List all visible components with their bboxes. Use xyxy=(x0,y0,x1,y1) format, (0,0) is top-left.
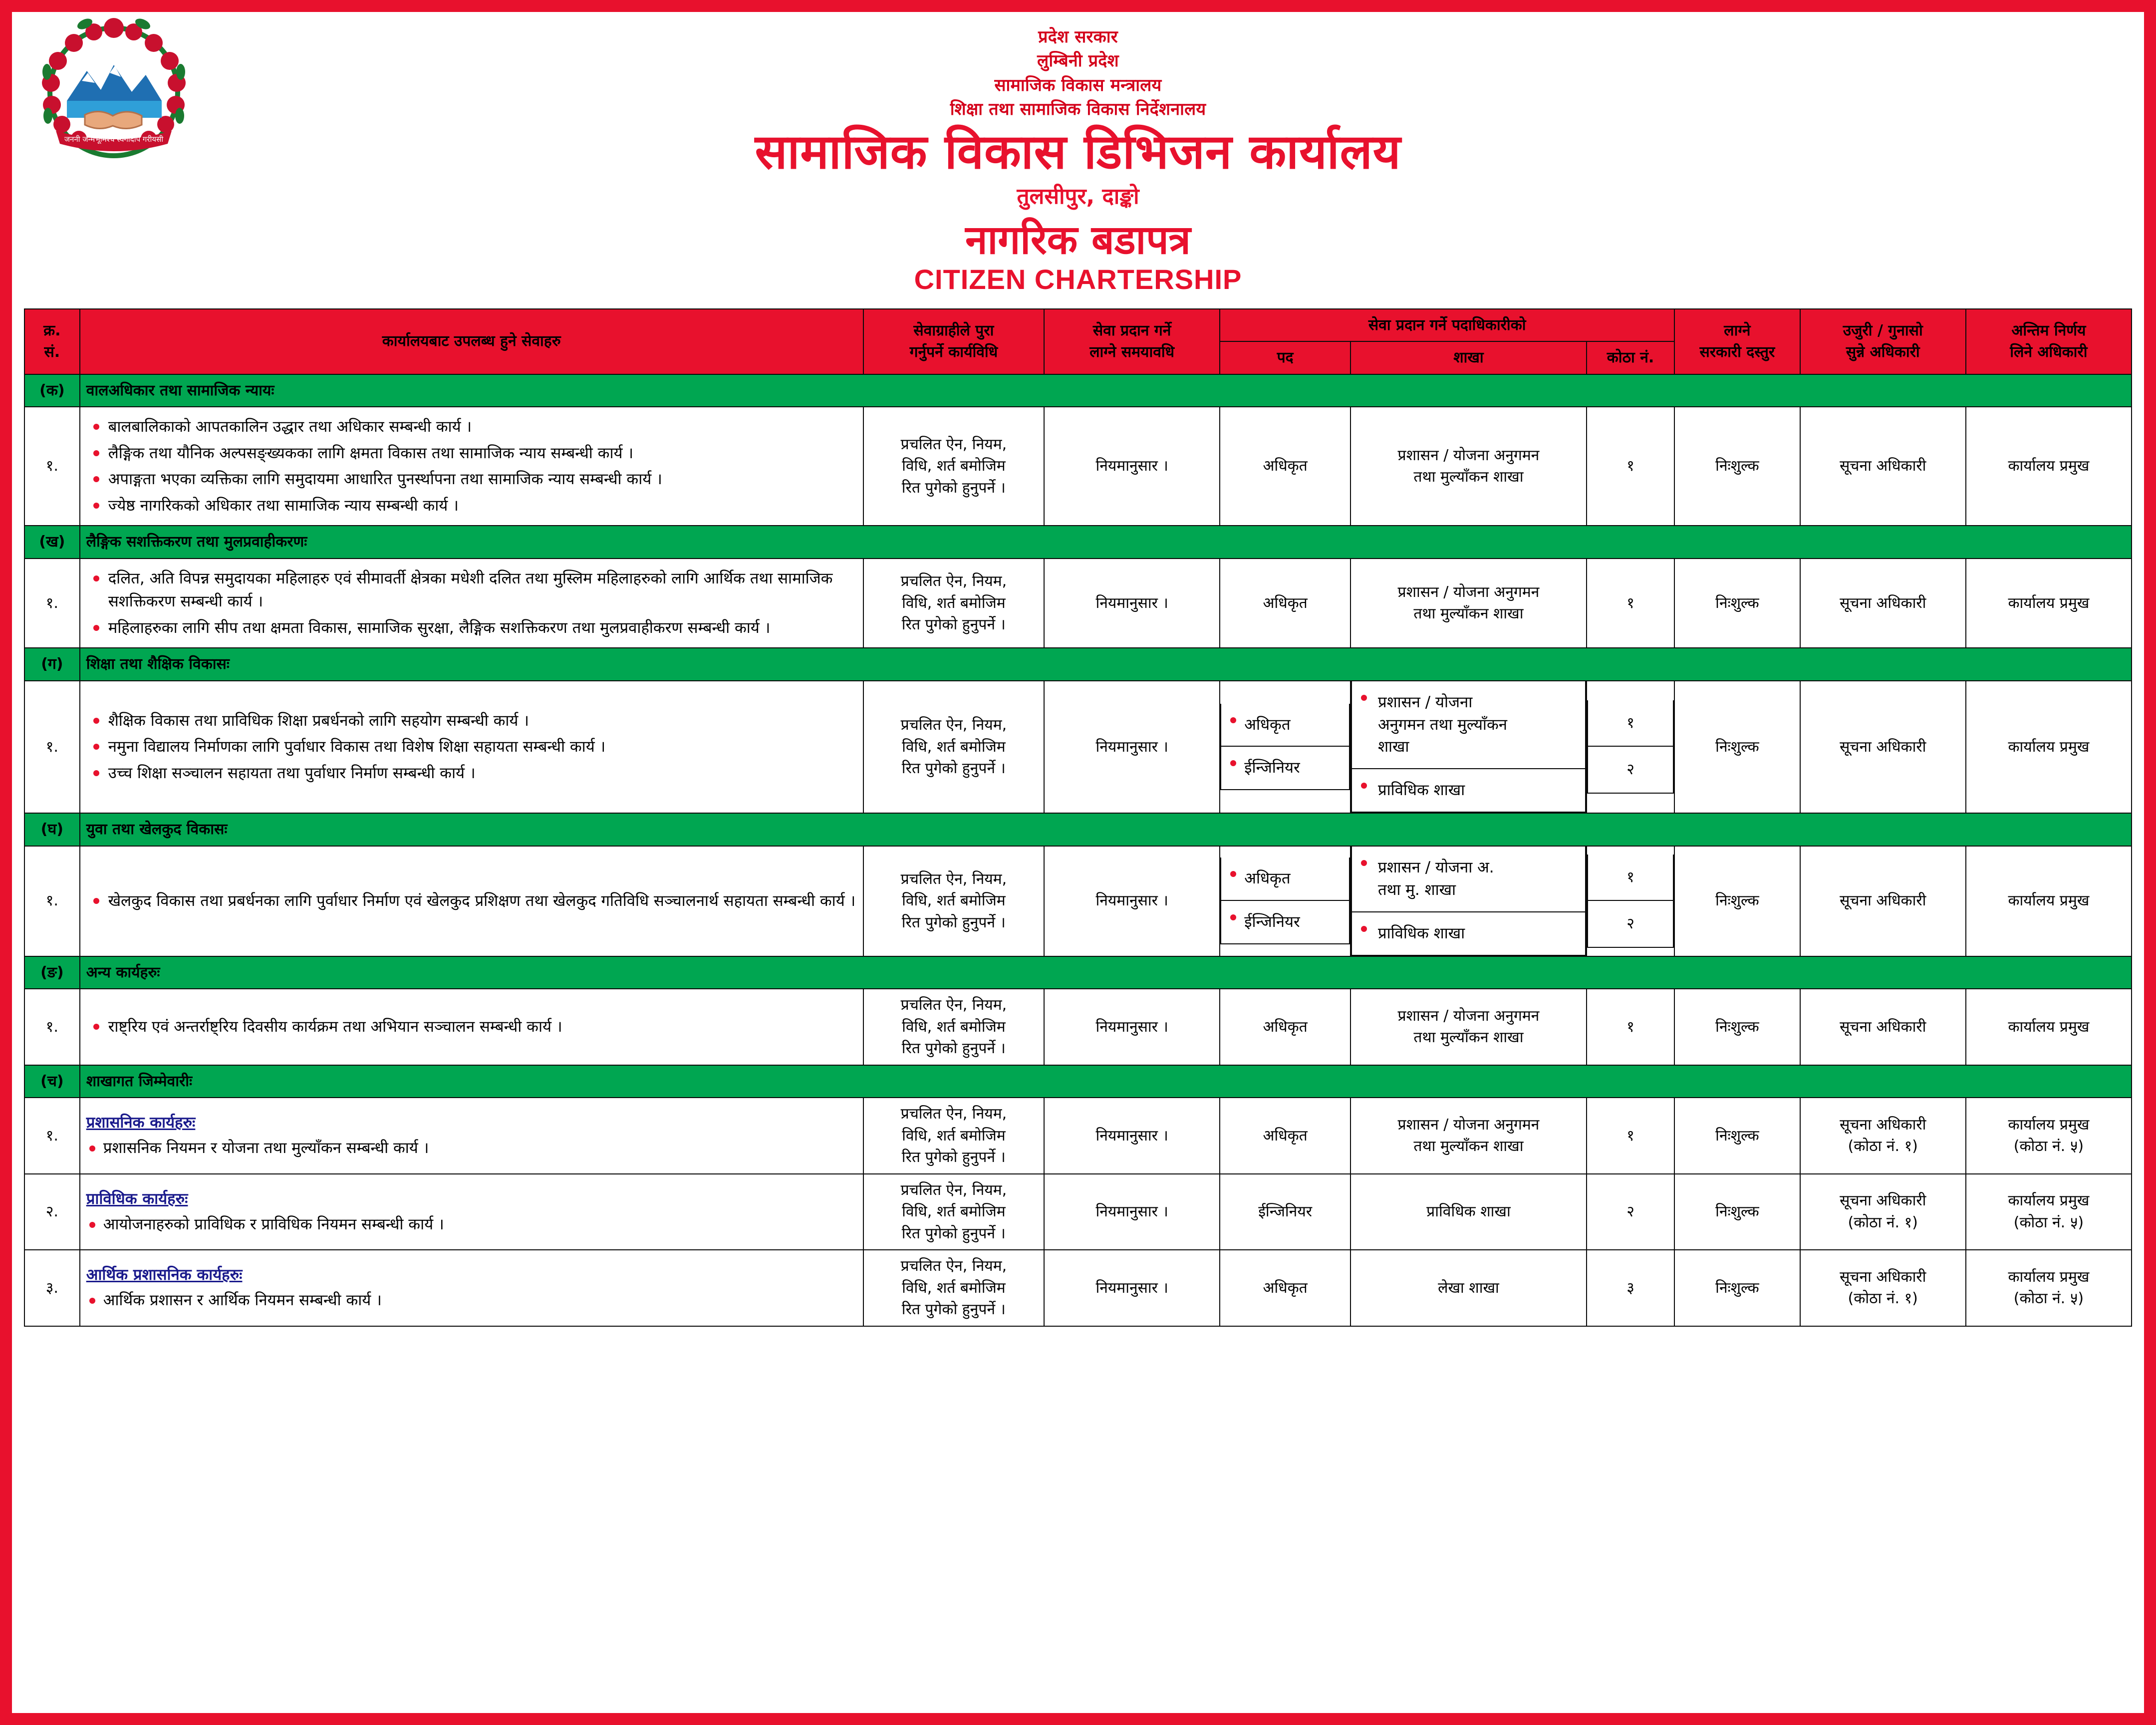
text-line: कार्यालय प्रमुख xyxy=(2008,594,2090,612)
group-header-row xyxy=(24,526,2132,559)
citizen-charter-table xyxy=(24,308,2132,1327)
text-line: तथा मुल्याँकन शाखा xyxy=(1413,1029,1524,1047)
col-serial-line2: सं. xyxy=(44,343,60,361)
text-line: (कोठा नं. १) xyxy=(1848,1213,1918,1231)
text-line: रित पुगेको हुनुपर्ने । xyxy=(901,479,1006,497)
official-branch xyxy=(1350,989,1587,1065)
row-fee: निःशुल्क xyxy=(1674,1250,1800,1326)
service-list xyxy=(86,709,857,785)
official-branch: प्राविधिक शाखा xyxy=(1358,917,1579,950)
row-services xyxy=(80,1174,863,1250)
official-branch xyxy=(1350,559,1587,648)
row-serial: १. xyxy=(24,681,80,814)
row-procedure xyxy=(863,407,1044,526)
service-item: उच्च शिक्षा सञ्चालन सहायता तथा पुर्वाधार निर्माण सम्बन्धी कार्य । xyxy=(108,762,857,785)
row-time: नियमानुसार । xyxy=(1044,681,1220,814)
group-key: (च) xyxy=(24,1065,80,1098)
row-time: नियमानुसार । xyxy=(1044,989,1220,1065)
group-header-row xyxy=(24,1065,2132,1098)
text-line: तथा मुल्याँकन शाखा xyxy=(1413,605,1524,623)
row-time: नियमानुसार । xyxy=(1044,1098,1220,1174)
official-room: १ xyxy=(1587,1098,1674,1174)
office-title: सामाजिक विकास डिभिजन कार्यालय xyxy=(755,124,1401,180)
official-post: ईन्जिनियर xyxy=(1227,906,1343,938)
row-complaint-authority xyxy=(1800,1174,1966,1250)
official-room: १ xyxy=(1587,559,1674,648)
row-procedure xyxy=(863,989,1044,1065)
text-line: विधि, शर्त बमोजिम xyxy=(902,1018,1006,1036)
col-officials-group: सेवा प्रदान गर्ने पदाधिकारीको xyxy=(1220,309,1674,342)
service-item: नमुना विद्यालय निर्माणका लागि पुर्वाधार विकास तथा विशेष शिक्षा सहायता सम्बन्धी कार्य । xyxy=(108,735,857,759)
col-procedure xyxy=(863,309,1044,374)
service-item: आयोजनाहरुको प्राविधिक र प्राविधिक नियमन सम्बन्धी कार्य । xyxy=(86,1213,857,1236)
group-header-row xyxy=(24,374,2132,407)
row-serial: २. xyxy=(24,1174,80,1250)
text-line: (कोठा नं. ५) xyxy=(2013,1138,2084,1155)
service-item: शैक्षिक विकास तथा प्राविधिक शिक्षा प्रबर्धनको लागि सहयोग सम्बन्धी कार्य । xyxy=(108,709,857,733)
service-item: ज्येष्ठ नागरिकको अधिकार तथा सामाजिक न्याय सम्बन्धी कार्य । xyxy=(108,494,857,518)
nepal-emblem-icon xyxy=(39,17,189,167)
text-line: (कोठा नं. १) xyxy=(1848,1138,1918,1155)
official-branch: प्राविधिक शाखा xyxy=(1358,774,1579,807)
text-line: रित पुगेको हुनुपर्ने । xyxy=(901,1149,1006,1166)
group-title: अन्य कार्यहरुः xyxy=(80,956,2132,989)
text-line: रित पुगेको हुनुपर्ने । xyxy=(901,1301,1006,1319)
row-final-authority xyxy=(1966,846,2132,956)
row-complaint-authority xyxy=(1800,681,1966,814)
row-complaint-authority xyxy=(1800,1250,1966,1326)
official-room: ३ xyxy=(1587,1250,1674,1326)
official-branch xyxy=(1350,1174,1587,1250)
table-body xyxy=(24,374,2132,1326)
text-line: प्रशासन / योजना अनुगमन xyxy=(1397,583,1540,601)
text-line: रित पुगेको हुनुपर्ने । xyxy=(901,760,1006,778)
row-serial: १. xyxy=(24,407,80,526)
text-line: कार्यालय प्रमुख xyxy=(2008,457,2090,475)
official-branch xyxy=(1350,407,1587,526)
text-line: प्रशासन / योजना अनुगमन xyxy=(1397,446,1540,464)
text-line: सूचना अधिकारी xyxy=(1840,892,1926,910)
col-post: पद xyxy=(1220,341,1350,374)
row-fee: निःशुल्क xyxy=(1674,681,1800,814)
row-serial: १. xyxy=(24,989,80,1065)
col-fee xyxy=(1674,309,1800,374)
text-line: कार्यालय प्रमुख xyxy=(2008,1192,2090,1210)
official-post: ईन्जिनियर xyxy=(1220,1174,1350,1250)
official-room-stack xyxy=(1587,846,1674,956)
row-fee: निःशुल्क xyxy=(1674,1174,1800,1250)
row-services xyxy=(80,989,863,1065)
row-fee: निःशुल्क xyxy=(1674,407,1800,526)
service-item: अपाङ्गता भएका व्यक्तिका लागि समुदायमा आधारित पुनर्स्थापना तथा सामाजिक न्याय सम्बन्धी कार्य । xyxy=(108,468,857,491)
col-room: कोठा नं. xyxy=(1587,341,1674,374)
row-services xyxy=(80,407,863,526)
gov-line-4: शिक्षा तथा सामाजिक विकास निर्देशनालय xyxy=(950,99,1206,119)
row-time: नियमानुसार । xyxy=(1044,559,1220,648)
row-heading: प्रशासनिक कार्यहरुः xyxy=(86,1114,196,1132)
gov-line-3: सामाजिक विकास मन्त्रालय xyxy=(994,75,1162,95)
official-room: २ xyxy=(1587,1174,1674,1250)
row-final-authority xyxy=(1966,407,2132,526)
row-final-authority xyxy=(1966,559,2132,648)
official-post: ईन्जिनियर xyxy=(1227,752,1343,784)
col-time-line1: सेवा प्रदान गर्ने xyxy=(1092,321,1171,339)
text-line: विधि, शर्त बमोजिम xyxy=(902,457,1006,475)
text-line: प्रचलित ऐन, नियम, xyxy=(900,996,1007,1014)
group-key: (ख) xyxy=(24,526,80,559)
col-complaint-line2: सुन्ने अधिकारी xyxy=(1846,343,1920,361)
row-procedure xyxy=(863,1174,1044,1250)
official-branch: प्रशासन / योजना अ. तथा मु. शाखा xyxy=(1358,852,1579,906)
col-services: कार्यालयबाट उपलब्ध हुने सेवाहरु xyxy=(80,309,863,374)
service-item: राष्ट्रिय एवं अन्तर्राष्ट्रिय दिवसीय कार्यक्रम तथा अभियान सञ्चालन सम्बन्धी कार्य । xyxy=(108,1015,857,1039)
text-line: तथा मुल्याँकन शाखा xyxy=(1413,1138,1524,1155)
group-key: (ग) xyxy=(24,648,80,681)
text-line: रित पुगेको हुनुपर्ने । xyxy=(901,1224,1006,1242)
group-key: (घ) xyxy=(24,813,80,846)
service-item: महिलाहरुका लागि सीप तथा क्षमता विकास, सामाजिक सुरक्षा, लैङ्गिक सशक्तिकरण तथा मुलप्रवाहीकरण सम्बन्धी कार्य । xyxy=(108,616,857,640)
col-complaint xyxy=(1800,309,1966,374)
text-line: सूचना अधिकारी xyxy=(1840,1018,1926,1036)
official-room: १ xyxy=(1626,714,1634,732)
group-key: (ङ) xyxy=(24,956,80,989)
group-title: शाखागत जिम्मेवारीः xyxy=(80,1065,2132,1098)
official-branch-stack xyxy=(1350,846,1587,956)
group-header-row xyxy=(24,813,2132,846)
col-final-authority xyxy=(1966,309,2132,374)
text-line: रित पुगेको हुनुपर्ने । xyxy=(901,616,1006,634)
table-row xyxy=(24,681,2132,814)
group-title: लैङ्गिक सशक्तिकरण तथा मुलप्रवाहीकरणः xyxy=(80,526,2132,559)
service-item: प्रशासनिक नियमन र योजना तथा मुल्याँकन सम्बन्धी कार्य । xyxy=(86,1137,857,1159)
service-item: बालबालिकाको आपतकालिन उद्धार तथा अधिकार सम्बन्धी कार्य । xyxy=(108,415,857,439)
official-branch xyxy=(1350,1250,1587,1326)
gov-line-1: प्रदेश सरकार xyxy=(1038,27,1118,47)
official-room-stack xyxy=(1587,681,1674,814)
text-line: प्रशासन / योजना अनुगमन xyxy=(1397,1116,1540,1134)
service-list xyxy=(86,889,857,913)
group-title: वालअधिकार तथा सामाजिक न्यायः xyxy=(80,374,2132,407)
row-services xyxy=(80,1250,863,1326)
official-branch: प्रशासन / योजना अनुगमन तथा मुल्याँकन शाखा xyxy=(1358,686,1579,764)
col-time-line2: लाग्ने समयावधि xyxy=(1089,343,1175,361)
row-procedure xyxy=(863,1098,1044,1174)
row-serial: १. xyxy=(24,846,80,956)
text-line: रित पुगेको हुनुपर्ने । xyxy=(901,1040,1006,1058)
row-time: नियमानुसार । xyxy=(1044,407,1220,526)
service-item: दलित, अति विपन्न समुदायका महिलाहरु एवं सीमावर्ती क्षेत्रका मधेशी दलित तथा मुस्लिम महिलाहरुको लागि आर्थिक तथा सामाजिक सशक्तिकरण सम्बन्धी कार्य । xyxy=(108,567,857,613)
group-header-row xyxy=(24,956,2132,989)
charter-title-english: CITIZEN CHARTERSHIP xyxy=(914,263,1242,295)
text-line: कार्यालय प्रमुख xyxy=(2008,738,2090,756)
text-line: लेखा शाखा xyxy=(1438,1279,1499,1297)
row-complaint-authority xyxy=(1800,559,1966,648)
row-procedure xyxy=(863,559,1044,648)
government-lines xyxy=(12,25,2144,121)
gov-line-2: लुम्बिनी प्रदेश xyxy=(1037,51,1119,71)
text-line: प्राविधिक शाखा xyxy=(1426,1203,1511,1221)
row-time: नियमानुसार । xyxy=(1044,1174,1220,1250)
text-line: प्रचलित ऐन, नियम, xyxy=(900,573,1007,590)
table-row xyxy=(24,1098,2132,1174)
col-fee-line1: लाग्ने xyxy=(1724,321,1751,339)
text-line: प्रशासन / योजना अनुगमन xyxy=(1397,1007,1540,1025)
row-services xyxy=(80,1098,863,1174)
table-row xyxy=(24,407,2132,526)
service-item: आर्थिक प्रशासन र आर्थिक नियमन सम्बन्धी कार्य । xyxy=(86,1289,857,1312)
text-line: प्रचलित ऐन, नियम, xyxy=(900,1181,1007,1199)
row-heading: आर्थिक प्रशासनिक कार्यहरुः xyxy=(86,1266,243,1284)
official-post: अधिकृत xyxy=(1220,1098,1350,1174)
row-final-authority xyxy=(1966,1098,2132,1174)
text-line: प्रचलित ऐन, नियम, xyxy=(900,1105,1007,1123)
table-row xyxy=(24,846,2132,956)
col-procedure-line1: सेवाग्राहीले पुरा xyxy=(913,321,994,339)
col-complaint-line1: उजुरी / गुनासो xyxy=(1843,321,1923,339)
text-line: तथा मुल्याँकन शाखा xyxy=(1413,468,1524,486)
table-row xyxy=(24,989,2132,1065)
service-list xyxy=(86,415,857,517)
col-procedure-line2: गर्नुपर्ने कार्यविधि xyxy=(909,343,998,361)
official-room: १ xyxy=(1626,868,1634,886)
official-post: अधिकृत xyxy=(1220,407,1350,526)
group-header-row xyxy=(24,648,2132,681)
document-header xyxy=(12,12,2144,297)
text-line: विधि, शर्त बमोजिम xyxy=(902,1127,1006,1145)
row-procedure xyxy=(863,1250,1044,1326)
text-line: सूचना अधिकारी xyxy=(1840,457,1926,475)
row-final-authority xyxy=(1966,1250,2132,1326)
col-serial-line1: क्र. xyxy=(43,321,61,339)
text-line: विधि, शर्त बमोजिम xyxy=(902,738,1006,756)
service-list xyxy=(86,567,857,640)
row-services xyxy=(80,559,863,648)
col-time xyxy=(1044,309,1220,374)
row-complaint-authority xyxy=(1800,846,1966,956)
row-time: नियमानुसार । xyxy=(1044,1250,1220,1326)
group-key: (क) xyxy=(24,374,80,407)
row-procedure xyxy=(863,681,1044,814)
text-line: विधि, शर्त बमोजिम xyxy=(902,1203,1006,1221)
official-post-stack xyxy=(1220,846,1350,956)
official-branch xyxy=(1350,1098,1587,1174)
official-post: अधिकृत xyxy=(1220,1250,1350,1326)
official-post: अधिकृत xyxy=(1227,709,1343,741)
text-line: सूचना अधिकारी xyxy=(1840,1268,1926,1286)
official-post: अधिकृत xyxy=(1220,989,1350,1065)
office-location: तुलसीपुर, दाङ्को xyxy=(1017,183,1139,209)
text-line: प्रचलित ऐन, नियम, xyxy=(900,435,1007,453)
row-complaint-authority xyxy=(1800,1098,1966,1174)
text-line: प्रचलित ऐन, नियम, xyxy=(900,1257,1007,1275)
row-services xyxy=(80,681,863,814)
text-line: प्रचलित ऐन, नियम, xyxy=(900,870,1007,888)
table-header xyxy=(24,309,2132,374)
official-post-stack xyxy=(1220,681,1350,814)
row-serial: ३. xyxy=(24,1250,80,1326)
text-line: सूचना अधिकारी xyxy=(1840,594,1926,612)
text-line: रित पुगेको हुनुपर्ने । xyxy=(901,913,1006,931)
text-line: सूचना अधिकारी xyxy=(1840,738,1926,756)
text-line: कार्यालय प्रमुख xyxy=(2008,892,2090,910)
row-final-authority xyxy=(1966,681,2132,814)
text-line: (कोठा नं. १) xyxy=(1848,1290,1918,1308)
text-line: (कोठा नं. ५) xyxy=(2013,1290,2084,1308)
official-room: १ xyxy=(1587,407,1674,526)
row-services xyxy=(80,846,863,956)
row-complaint-authority xyxy=(1800,989,1966,1065)
text-line: कार्यालय प्रमुख xyxy=(2008,1116,2090,1134)
group-title: शिक्षा तथा शैक्षिक विकासः xyxy=(80,648,2132,681)
text-line: विधि, शर्त बमोजिम xyxy=(902,892,1006,910)
official-room: २ xyxy=(1626,915,1634,933)
row-fee: निःशुल्क xyxy=(1674,559,1800,648)
row-procedure xyxy=(863,846,1044,956)
row-fee: निःशुल्क xyxy=(1674,846,1800,956)
charter-title-nepali: नागरिक बडापत्र xyxy=(965,216,1191,263)
text-line: प्रचलित ऐन, नियम, xyxy=(900,716,1007,734)
text-line: कार्यालय प्रमुख xyxy=(2008,1018,2090,1036)
row-final-authority xyxy=(1966,1174,2132,1250)
row-complaint-authority xyxy=(1800,407,1966,526)
official-post: अधिकृत xyxy=(1227,862,1343,895)
row-fee: निःशुल्क xyxy=(1674,989,1800,1065)
text-line: सूचना अधिकारी xyxy=(1840,1192,1926,1210)
text-line: विधि, शर्त बमोजिम xyxy=(902,1279,1006,1297)
service-item: खेलकुद विकास तथा प्रबर्धनका लागि पुर्वाधार निर्माण एवं खेलकुद प्रशिक्षण तथा खेलकुद गतिविधि सञ्चालनार्थ सहायता सम्बन्धी कार्य । xyxy=(108,889,857,913)
official-branch-stack xyxy=(1350,681,1587,814)
table-row xyxy=(24,1174,2132,1250)
svg-text:जननी जन्मभूमिश्च स्वर्गादपि गर: जननी जन्मभूमिश्च स्वर्गादपि गरीयसी xyxy=(64,135,164,144)
service-list xyxy=(86,1015,857,1039)
table-row xyxy=(24,559,2132,648)
col-fee-line2: सरकारी दस्तुर xyxy=(1699,343,1775,361)
col-final-line2: लिने अधिकारी xyxy=(2010,343,2088,361)
text-line: कार्यालय प्रमुख xyxy=(2008,1268,2090,1286)
row-fee: निःशुल्क xyxy=(1674,1098,1800,1174)
group-title: युवा तथा खेलकुद विकासः xyxy=(80,813,2132,846)
col-final-line1: अन्तिम निर्णय xyxy=(2011,321,2086,339)
text-line: सूचना अधिकारी xyxy=(1840,1116,1926,1134)
text-line: (कोठा नं. ५) xyxy=(2013,1213,2084,1231)
row-serial: १. xyxy=(24,559,80,648)
row-heading: प्राविधिक कार्यहरुः xyxy=(86,1189,188,1208)
text-line: विधि, शर्त बमोजिम xyxy=(902,594,1006,612)
table-row xyxy=(24,1250,2132,1326)
col-branch: शाखा xyxy=(1350,341,1587,374)
row-final-authority xyxy=(1966,989,2132,1065)
official-room: १ xyxy=(1587,989,1674,1065)
service-item: लैङ्गिक तथा यौनिक अल्पसङ्ख्यकका लागि क्षमता विकास तथा सामाजिक न्याय सम्बन्धी कार्य । xyxy=(108,442,857,465)
row-serial: १. xyxy=(24,1098,80,1174)
col-serial xyxy=(24,309,80,374)
row-time: नियमानुसार । xyxy=(1044,846,1220,956)
official-post: अधिकृत xyxy=(1220,559,1350,648)
official-room: २ xyxy=(1626,761,1634,779)
